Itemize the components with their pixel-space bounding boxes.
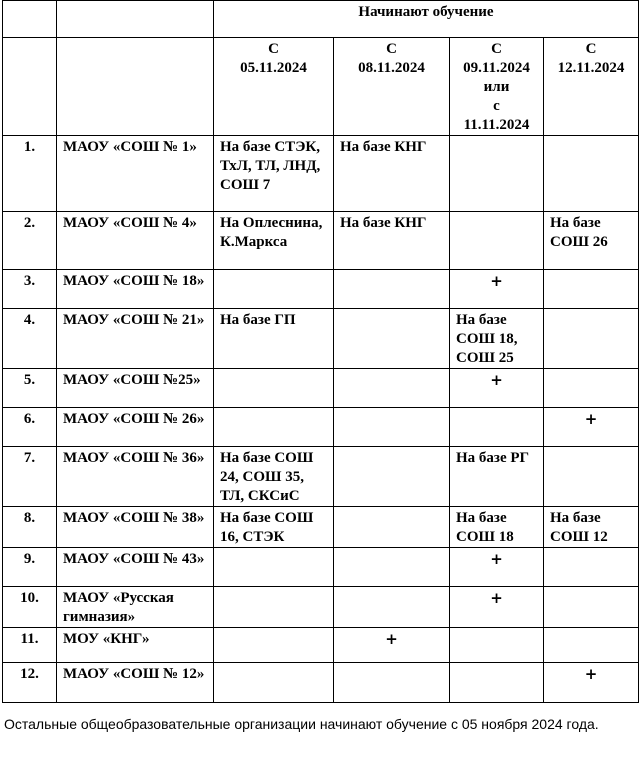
- empty-cell: [544, 309, 639, 369]
- empty-cell: [450, 628, 544, 663]
- school-name: МАОУ «СОШ № 1»: [57, 136, 214, 212]
- header-empty-num: [3, 38, 57, 136]
- plus-mark: +: [450, 270, 544, 309]
- school-name: МАОУ «Русская гимназия»: [57, 587, 214, 628]
- header-row-top: [3, 1, 639, 38]
- date-header-1: С 05.11.2024: [214, 38, 334, 136]
- start-training-header: Начинают обучение: [214, 1, 639, 38]
- empty-cell: [214, 548, 334, 587]
- empty-cell: [450, 663, 544, 703]
- table-row: [3, 309, 639, 369]
- location-cell: На базе СОШ 12: [544, 507, 639, 548]
- school-name: МАОУ «СОШ № 18»: [57, 270, 214, 309]
- empty-cell: [544, 136, 639, 212]
- table-row: [3, 507, 639, 548]
- table-row: [3, 212, 639, 270]
- empty-cell: [544, 628, 639, 663]
- location-cell: На Оплеснина, К.Маркса: [214, 212, 334, 270]
- table-row: [3, 447, 639, 507]
- empty-cell: [334, 408, 450, 447]
- table-row: [3, 587, 639, 628]
- school-name: МАОУ «СОШ № 12»: [57, 663, 214, 703]
- row-number: 12.: [3, 663, 57, 703]
- empty-cell: [334, 587, 450, 628]
- empty-cell: [334, 548, 450, 587]
- empty-cell: [450, 212, 544, 270]
- empty-cell: [214, 663, 334, 703]
- row-number: 11.: [3, 628, 57, 663]
- row-number: 7.: [3, 447, 57, 507]
- empty-cell: [544, 447, 639, 507]
- location-cell: На базе РГ: [450, 447, 544, 507]
- empty-cell: [334, 309, 450, 369]
- location-cell: На базе КНГ: [334, 136, 450, 212]
- empty-cell: [334, 447, 450, 507]
- school-name: МАОУ «СОШ № 4»: [57, 212, 214, 270]
- header-row-dates: [3, 38, 639, 136]
- school-name: МАОУ «СОШ №25»: [57, 369, 214, 408]
- empty-cell: [214, 587, 334, 628]
- date-header-4: С 12.11.2024: [544, 38, 639, 136]
- plus-mark: +: [450, 587, 544, 628]
- table-row: [3, 408, 639, 447]
- empty-cell: [544, 369, 639, 408]
- location-cell: На базе СТЭК, ТхЛ, ТЛ, ЛНД, СОШ 7: [214, 136, 334, 212]
- header-empty-school: [57, 38, 214, 136]
- location-cell: На базе КНГ: [334, 212, 450, 270]
- location-cell: На базе ГП: [214, 309, 334, 369]
- school-name: МАОУ «СОШ № 38»: [57, 507, 214, 548]
- row-number: 8.: [3, 507, 57, 548]
- location-cell: На базе СОШ 26: [544, 212, 639, 270]
- empty-cell: [450, 408, 544, 447]
- empty-cell: [334, 270, 450, 309]
- row-number: 3.: [3, 270, 57, 309]
- row-number: 4.: [3, 309, 57, 369]
- empty-cell: [544, 548, 639, 587]
- school-name: МОУ «КНГ»: [57, 628, 214, 663]
- empty-cell: [334, 663, 450, 703]
- empty-cell: [214, 628, 334, 663]
- empty-cell: [544, 587, 639, 628]
- plus-mark: +: [334, 628, 450, 663]
- empty-cell: [214, 369, 334, 408]
- table-row: [3, 548, 639, 587]
- location-cell: На базе СОШ 18: [450, 507, 544, 548]
- row-number: 1.: [3, 136, 57, 212]
- table-row: [3, 663, 639, 703]
- schedule-table-body: [3, 1, 639, 703]
- plus-mark: +: [544, 408, 639, 447]
- row-number: 9.: [3, 548, 57, 587]
- empty-cell: [544, 270, 639, 309]
- table-row: [3, 369, 639, 408]
- empty-cell: [214, 270, 334, 309]
- plus-mark: +: [450, 369, 544, 408]
- footer-note: Остальные общеобразовательные организации начинают обучение с 05 ноября 2024 года.: [4, 716, 599, 732]
- empty-cell: [334, 507, 450, 548]
- table-row: [3, 136, 639, 212]
- table-row: [3, 628, 639, 663]
- empty-cell: [334, 369, 450, 408]
- empty-cell: [214, 408, 334, 447]
- empty-cell: [450, 136, 544, 212]
- row-number: 6.: [3, 408, 57, 447]
- location-cell: На базе СОШ 24, СОШ 35, ТЛ, СКСиС: [214, 447, 334, 507]
- plus-mark: +: [450, 548, 544, 587]
- date-header-2: С 08.11.2024: [334, 38, 450, 136]
- schedule-table: [2, 0, 639, 703]
- row-number: 5.: [3, 369, 57, 408]
- school-name: МАОУ «СОШ № 43»: [57, 548, 214, 587]
- location-cell: На базе СОШ 18, СОШ 25: [450, 309, 544, 369]
- row-number: 2.: [3, 212, 57, 270]
- school-name: МАОУ «СОШ № 21»: [57, 309, 214, 369]
- header-corner-num: [3, 1, 57, 38]
- school-name: МАОУ «СОШ № 36»: [57, 447, 214, 507]
- location-cell: На базе СОШ 16, СТЭК: [214, 507, 334, 548]
- header-corner-school: [57, 1, 214, 38]
- plus-mark: +: [544, 663, 639, 703]
- table-row: [3, 270, 639, 309]
- row-number: 10.: [3, 587, 57, 628]
- date-header-3: С 09.11.2024 или с 11.11.2024: [450, 38, 544, 136]
- school-name: МАОУ «СОШ № 26»: [57, 408, 214, 447]
